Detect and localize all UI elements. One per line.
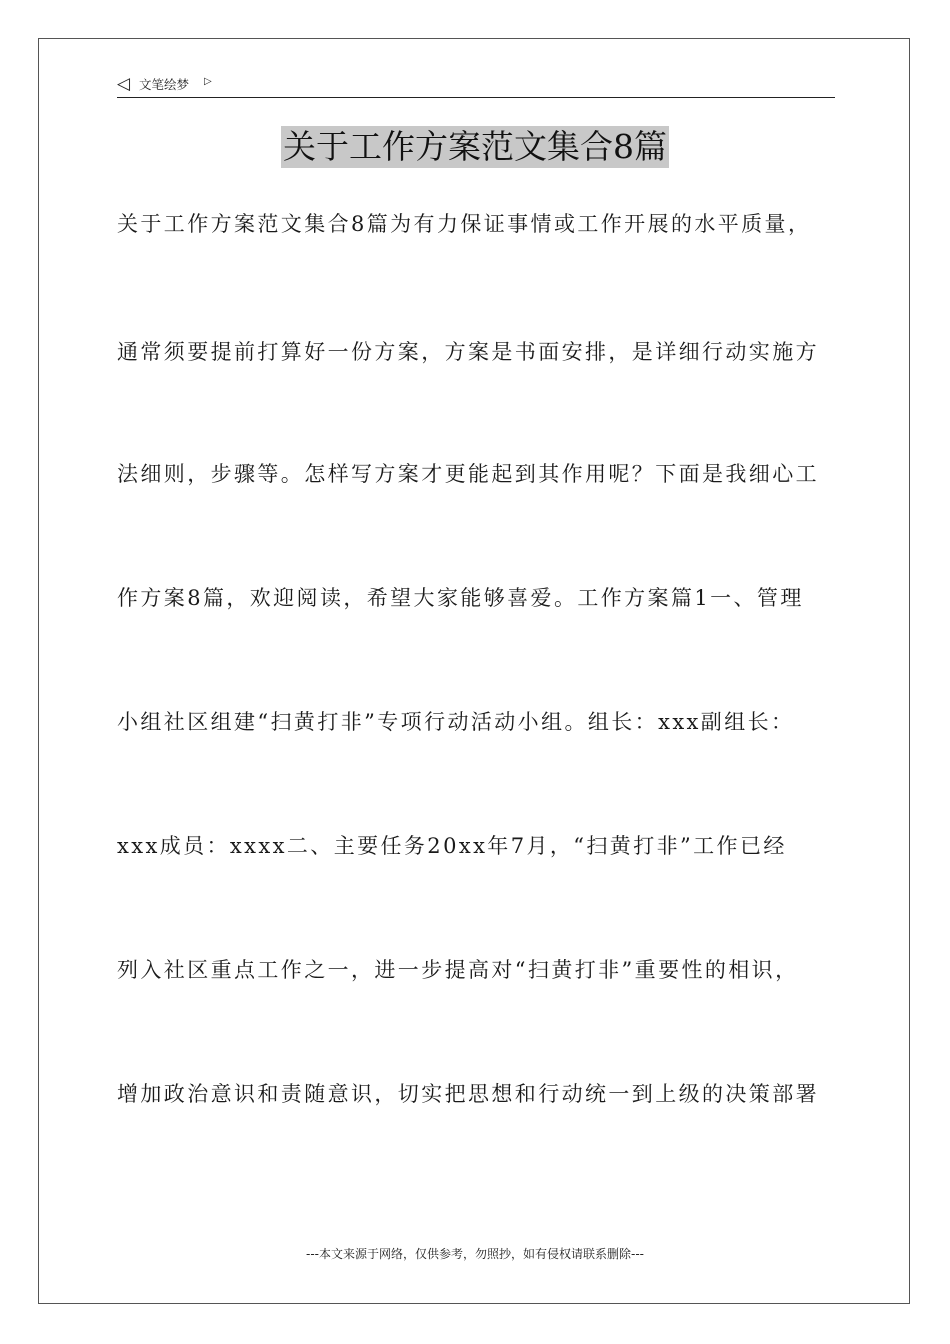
body-line-5: 小组社区组建“扫黄打非”专项行动活动小组。组长：xxx副组长： bbox=[117, 710, 795, 734]
body-line-1: 关于工作方案范文集合8篇为有力保证事情或工作开展的水平质量， bbox=[117, 212, 812, 236]
body-line-6: xxx成员：xxxx二、主要任务20xx年7月，“扫黄打非”工作已经 bbox=[117, 834, 787, 858]
right-triangle-icon: ▷ bbox=[204, 76, 212, 87]
body-line-4: 作方案8篇，欢迎阅读，希望大家能够喜爱。工作方案篇1一、管理 bbox=[117, 586, 804, 610]
header-brand-text: 文笔绘梦 bbox=[139, 77, 190, 92]
page-header bbox=[117, 74, 835, 98]
title-container bbox=[0, 126, 950, 168]
body-line-7: 列入社区重点工作之一，进一步提高对“扫黄打非”重要性的相识， bbox=[117, 958, 799, 982]
body-line-8: 增加政治意识和责随意识，切实把思想和行动统一到上级的决策部署 bbox=[117, 1082, 819, 1106]
document-title: 关于工作方案范文集合8篇 bbox=[283, 127, 667, 166]
page-footer-disclaimer: ---本文来源于网络，仅供参考，勿照抄，如有侵权请联系删除--- bbox=[306, 1247, 644, 1261]
body-line-2: 通常须要提前打算好一份方案，方案是书面安排，是详细行动实施方 bbox=[117, 340, 819, 364]
body-line-3: 法细则，步骤等。怎样写方案才更能起到其作用呢？下面是我细心工 bbox=[117, 462, 819, 486]
left-triangle-icon: ◁ bbox=[117, 74, 131, 94]
